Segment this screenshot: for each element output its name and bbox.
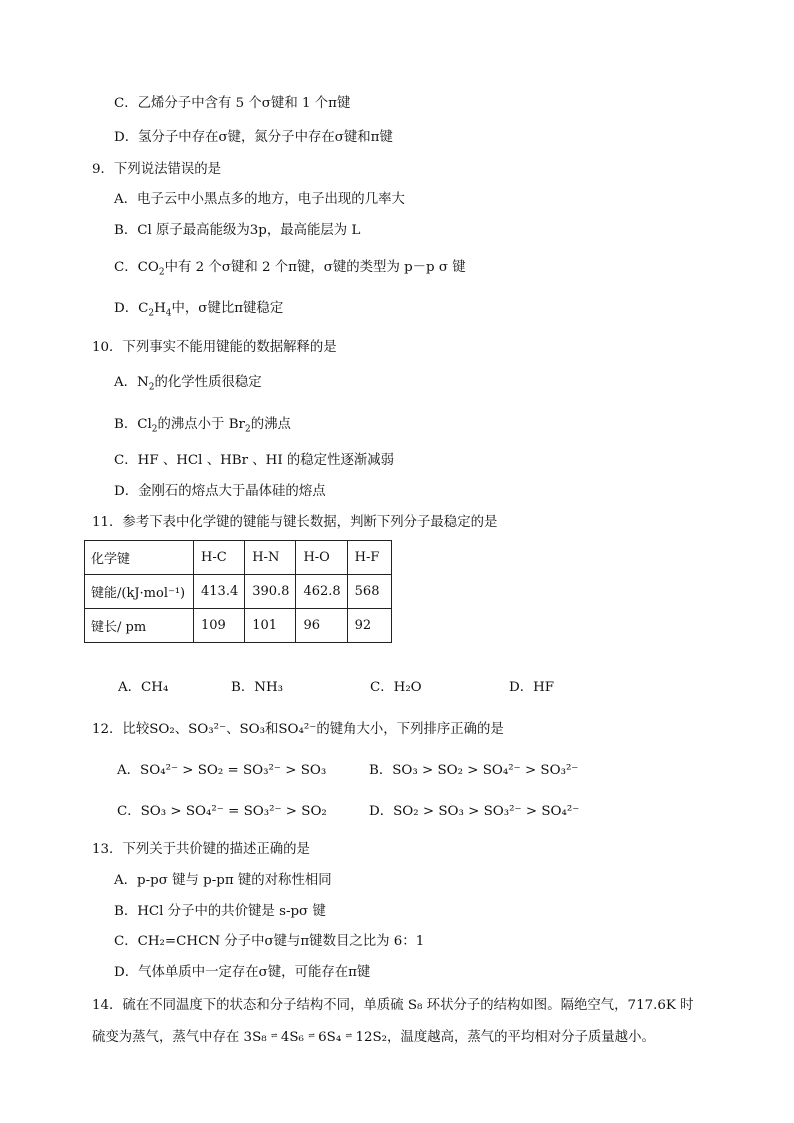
q14-line1: 14．硫在不同温度下的状态和分子结构不同，单质硫 S₈ 环状分子的结构如图。隔绝空气，717.6K 时	[92, 998, 694, 1013]
q11-stem: 11．参考下表中化学键的键能与键长数据，判断下列分子最稳定的是	[92, 515, 498, 530]
equilibrium-arrow-icon: ⇌	[270, 1031, 277, 1040]
table-cell: 96	[296, 609, 347, 643]
q10-option-c: C．HF 、HCl 、HBr 、HI 的稳定性逐渐减弱	[114, 453, 395, 468]
table-row-label: 键长/ pm	[85, 609, 194, 643]
q9-option-c: C．$CO_2$中有 2 个σ键和 2 个π键，σ键的类型为 p－p σ 键	[114, 260, 466, 278]
q9-stem: 9．下列说法错误的是	[92, 162, 222, 177]
q11-option-a: A．CH₄	[118, 680, 169, 695]
q13-option-a: A．p-pσ 键与 p-pπ 键的对称性相同	[114, 873, 332, 888]
q11-option-c: C．H₂O	[370, 680, 422, 695]
q13-option-c: C．CH₂=CHCN 分子中σ键与π键数目之比为 6：1	[114, 934, 425, 949]
q9-option-d: D．$C_2H_4$中，σ键比π键稳定	[114, 301, 284, 319]
table-cell: 462.8	[296, 575, 347, 609]
table-cell: 413.4	[194, 575, 245, 609]
q11-option-b: B．NH₃	[231, 680, 283, 695]
q12-options-row2	[0, 803, 794, 821]
table-header: 化学键	[85, 541, 194, 575]
q10-option-d: D．金刚石的熔点大于晶体硅的熔点	[114, 484, 326, 499]
equilibrium-arrow-icon: ⇌	[308, 1031, 314, 1040]
q13-stem: 13．下列关于共价键的描述正确的是	[92, 842, 310, 857]
q12-option-d: D．SO₂ > SO₃ > SO₃²⁻ > SO₄²⁻	[369, 804, 580, 819]
table-cell: 101	[245, 609, 296, 643]
q13-option-d: D．气体单质中一定存在σ键，可能存在π键	[114, 965, 371, 980]
q10-option-b: B．$Cl_2$的沸点小于 $Br_2$的沸点	[114, 417, 291, 435]
q8-option-d: D．氢分子中存在σ键，氮分子中存在σ键和π键	[114, 130, 393, 145]
q11-option-d: D．HF	[509, 680, 555, 695]
equilibrium-arrow-icon: ⇌	[345, 1031, 352, 1040]
table-cell: 568	[347, 575, 391, 609]
q12-stem: 12．比较SO₂、SO₃²⁻、SO₃和SO₄²⁻的键角大小，下列排序正确的是	[92, 722, 504, 737]
table-row-label: 键能/(kJ·mol⁻¹)	[85, 575, 194, 609]
table-header: H-N	[245, 541, 296, 575]
table-row	[85, 575, 392, 609]
table-cell: 109	[194, 609, 245, 643]
q10-stem: 10．下列事实不能用键能的数据解释的是	[92, 340, 337, 355]
table-header: H-C	[194, 541, 245, 575]
q12-option-c: C．SO₃ > SO₄²⁻ = SO₃²⁻ > SO₂	[117, 804, 327, 819]
q13-option-b: B．HCl 分子中的共价键是 s-pσ 键	[114, 904, 326, 919]
q9-option-b: B．Cl 原子最高能级为3p，最高能层为 L	[114, 223, 361, 238]
table-header: H-O	[296, 541, 347, 575]
q10-option-a: A．$N_2$的化学性质很稳定	[114, 375, 262, 393]
bond-data-table	[84, 540, 392, 643]
table-cell: 390.8	[245, 575, 296, 609]
q8-option-c: C．乙烯分子中含有 5 个σ键和 1 个π键	[114, 96, 351, 111]
q12-option-b: B．SO₃ > SO₂ > SO₄²⁻ > SO₃²⁻	[369, 763, 579, 778]
table-row	[85, 541, 392, 575]
table-row	[85, 609, 392, 643]
q12-options-row1	[0, 762, 794, 780]
table-cell: 92	[347, 609, 391, 643]
table-header: H-F	[347, 541, 391, 575]
q12-option-a: A．SO₄²⁻ > SO₂ = SO₃²⁻ > SO₃	[117, 763, 327, 778]
q9-option-a: A．电子云中小黑点多的地方，电子出现的几率大	[114, 192, 405, 207]
q11-options	[0, 679, 794, 697]
q14-line2: 硫变为蒸气，蒸气中存在 3S₈ ⇌ 4S₆ ⇌ 6S₄ ⇌ 12S₂，温度越高，蒸气的平均相对分子质量越小。	[92, 1030, 655, 1045]
